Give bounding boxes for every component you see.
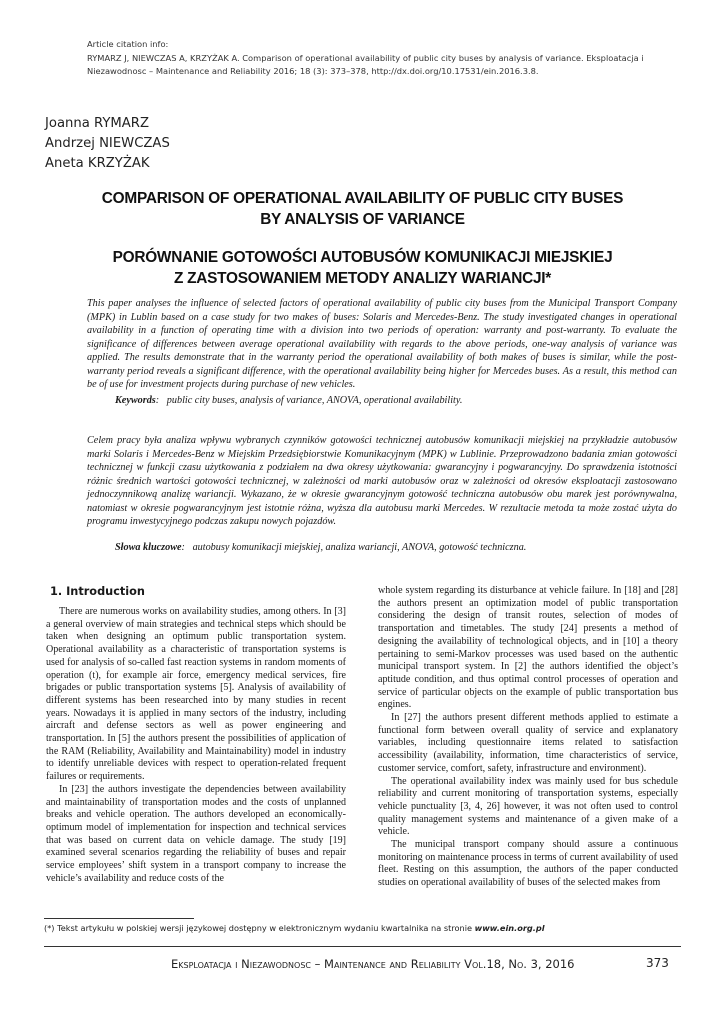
author-name: Joanna RYMARZ	[45, 116, 149, 131]
body-paragraph: The operational availability index was mainly used for bus schedule reliability and current monitoring of transportation systems, especially vehicle punctuality [3, 4, 26] however, it was not often used to control quality management systems and maintenance of a given make of a vehicle.	[378, 775, 678, 838]
citation-label: Article citation info:	[87, 39, 169, 49]
abstract-polish	[87, 434, 677, 529]
title-english	[40, 188, 685, 230]
body-paragraph: The municipal transport company should assure a continuous monitoring on maintenance process in terms of current availability of used fleet. Resting on this assumption, the authors of the paper conducted studies on operational availability of buses of the selected makes from	[378, 839, 678, 889]
author-name: Aneta KRZYŻAK	[45, 156, 150, 171]
title-english-line-2: BY ANALYSIS OF VARIANCE	[260, 211, 465, 228]
body-paragraph: In [27] the authors present different methods applied to estimate a functional form between overall quality of service and explanatory variables, including questionnaire items related to satisfaction accessibility (availability, information, time characteristics of service, customer service, comfort, safety, infrastructure and environment).	[378, 712, 678, 774]
author-list	[45, 114, 170, 174]
abstract-english-text: This paper analyses the influence of selected factors of operational availability of public city buses from the Municipal Transport Company (MPK) in Lublin based on a case study for two makes of buses: Solaris and Mercedes-Benz. The study investigated changes in operational availability in a function of operating time with a division into two periods of operation: warranty and post-warranty. To evaluate the significance of differences between average operational availability with regards to the above periods, one-way analysis of variance was applied. The results demonstrate that in the warranty period the operational availability of both makes of buses is similar, while the post-warranty period reveals a significant difference, with the operational availability being higher for Mercedes buses. As a result, this method can be of use for investment projects during purchase of new vehicles.	[87, 298, 677, 390]
keywords-polish: Słowa kluczowe: autobusy komunikacji miejskiej, analiza wariancji, ANOVA, gotowość techniczna.	[115, 542, 527, 553]
citation-line-1: RYMARZ J, NIEWCZAS A, KRZYŻAK A. Comparison of operational availability of public city buses by analysis of variance. Eksploatacja i	[87, 52, 644, 63]
keywords-text: autobusy komunikacji miejskiej, analiza wariancji, ANOVA, gotowość techniczna.	[192, 542, 527, 553]
title-polish-line-2: Z ZASTOSOWANIEM METODY ANALIZY WARIANCJI*	[173, 270, 552, 287]
footer-journal-name: Eksploatacja i Niezawodnosc – Maintenance and Reliability Vol.18, No. 3, 2016	[171, 957, 575, 971]
citation-line-2: Niezawodnosc – Maintenance and Reliability 2016; 18 (3): 373–378, http://dx.doi.org/10.17531/ein.2016.3.8.	[87, 66, 539, 76]
author-name: Andrzej NIEWCZAS	[45, 136, 170, 151]
body-paragraph: There are numerous works on availability studies, among others. In [3] a general overview of main strategies and technical steps which should be taken when designing an optimum public transportation system. Operational availability as a characteristic of transportation systems is used for analysis of so-called fast reaction systems in random moments of operation (t), for example air force, emergency medical services, fire brigades or public transportation systems [5]. Analysis of availability of different systems has been researched into by many studies in recent years. Nowadays it is applied in many sectors of the industry, including aircraft and defense sectors as well as power engineering and transportation. In [5] the authors present the possibilities of application of the RAM (Reliability, Availability and Maintainability) model in industry to identify unreliable devices with respect to operation-related frequent failures or requirements.	[46, 606, 346, 783]
title-polish-line-1: PORÓWNANIE GOTOWOŚCI AUTOBUSÓW KOMUNIKACJI MIEJSKIEJ	[112, 249, 613, 266]
abstract-polish-text: Celem pracy była analiza wpływu wybranych czynników gotowości technicznej autobusów komunikacji miejskiej na przykładzie autobusów marki Solaris i Mercedes-Benz w Miejskim Przedsiębiorstwie Komunikacyjnym (MPK) w Lublinie. Przeprowadzono badania zmian gotowości technicznej w funkcji czasu użytkowania z podziałem na dwa okresy użytkowania: gwarancyjny i pogwarancyjny. Do sprawdzenia istotności różnic średnich wartości gotowości technicznej, w zależności od marki autobusów oraz w zależności od okresów eksploatacji zastosowano jednoczynnikową analizę wariancji. Wykazano, że w okresie gwarancyjnym gotowość techniczna autobusów obu marek jest porównywalna, natomiast w okresie pogwarancyjnym jest istotnie różna, wyższa dla autobusu marki Mercedes. W rezultacie metoda ta może zostać użyta do programu inwestycyjnego podczas zakupu nowych pojazdów.	[87, 435, 677, 527]
body-column-right	[378, 585, 678, 890]
footnote-link[interactable]: www.ein.org.pl	[474, 923, 545, 933]
section-heading-introduction: 1. Introduction	[50, 585, 145, 598]
citation-info	[87, 38, 677, 79]
keywords-english: Keywords: public city buses, analysis of variance, ANOVA, operational availability.	[115, 395, 463, 406]
footnote-divider	[44, 918, 194, 919]
footnote	[44, 923, 545, 933]
keywords-text: public city buses, analysis of variance, ANOVA, operational availability.	[166, 395, 463, 406]
title-polish	[40, 247, 685, 289]
keywords-label: Słowa kluczowe	[115, 542, 182, 553]
footnote-text: (*) Tekst artykułu w polskiej wersji językowej dostępny w elektronicznym wydaniu kwartalnika na stronie	[44, 923, 473, 933]
body-column-left	[46, 606, 346, 885]
page-number: 373	[646, 956, 669, 970]
abstract-english	[87, 297, 677, 392]
title-english-line-1: COMPARISON OF OPERATIONAL AVAILABILITY OF PUBLIC CITY BUSES	[101, 190, 624, 207]
body-paragraph: whole system regarding its disturbance at vehicle failure. In [18] and [28] the authors present an optimization model of public transportation considering the design of transit routes, selection of modes of transportation and timetables. The study [24] presents a method of designing the availability of technological objects, and in [10] a theory pertaining to semi-Markov processes was used based on the authentic municipal transport system. In [2] the authors identified the object’s aptitude condition, and thus optimal control processes of operation and service of particular objects on the example of public transportation bus engines.	[378, 585, 678, 711]
body-paragraph: In [23] the authors investigate the dependencies between availability and maintainability of transportation modes and the costs of unplanned breaks and vehicle operation. The authors developed an economically-optimum model of implementation for inspection and technical services that was based on current data on vehicle damage. The study [19] examined several scenarios regarding the reliability of buses and repair service employees’ shift system in a transport company to increase the vehicle’s availability and reduce costs of the	[46, 783, 346, 884]
keywords-label: Keywords	[115, 395, 156, 406]
footer-divider	[44, 946, 681, 947]
